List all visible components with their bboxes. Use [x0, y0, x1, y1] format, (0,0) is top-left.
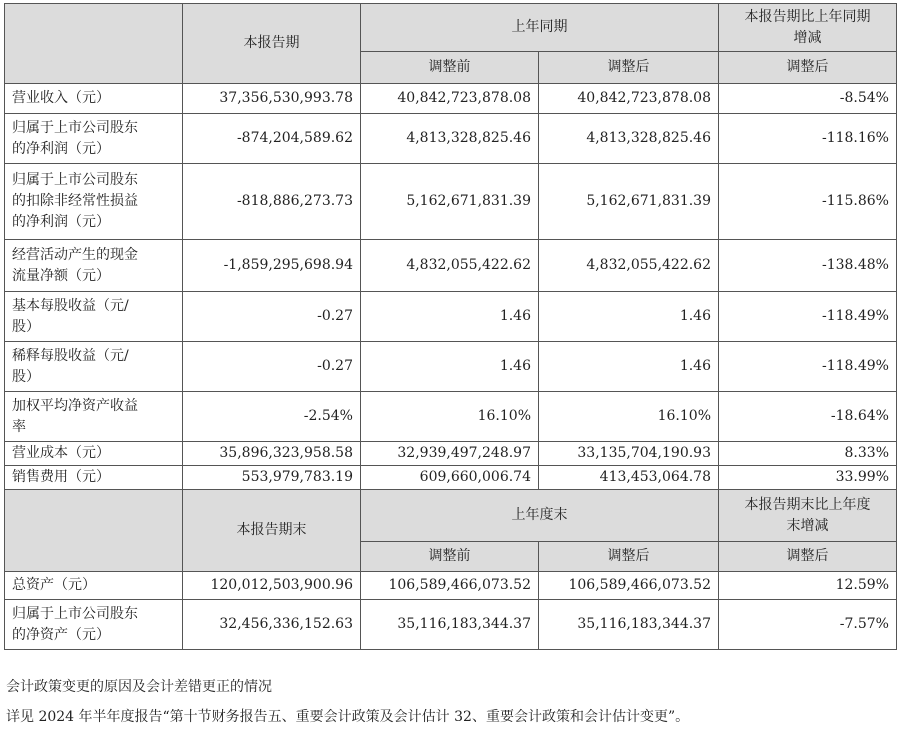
header-before-adjust-2: 调整前: [361, 542, 539, 572]
cell-after: 1.46: [539, 292, 719, 342]
cell-change: -118.16%: [719, 114, 897, 164]
header-prior-period: 上年同期: [361, 4, 719, 52]
cell-current: -2.54%: [183, 392, 361, 442]
row-label: [5, 392, 183, 442]
cell-after: 40,842,723,878.08: [539, 84, 719, 114]
row-label-line: 股）: [12, 368, 40, 385]
table-row: [5, 84, 897, 114]
row-label-line: 营业成本（元）: [12, 445, 110, 461]
table-row: [5, 114, 897, 164]
header-row-1a: [5, 4, 897, 52]
cell-after: 33,135,704,190.93: [539, 442, 719, 466]
row-label: [5, 342, 183, 392]
cell-change: -118.49%: [719, 292, 897, 342]
header-after-adjust-2: 调整后: [539, 542, 719, 572]
header-period-end: 本报告期末: [183, 490, 361, 572]
cell-current: 35,896,323,958.58: [183, 442, 361, 466]
cell-change: 8.33%: [719, 442, 897, 466]
table-row: [5, 240, 897, 292]
header-prior-year-end: 上年度末: [361, 490, 719, 542]
row-label: [5, 442, 183, 466]
table-row: [5, 442, 897, 466]
row-label: [5, 84, 183, 114]
row-label-line: 流量净额（元）: [12, 267, 110, 284]
cell-after: 16.10%: [539, 392, 719, 442]
cell-before: 16.10%: [361, 392, 539, 442]
header-change-2: [719, 490, 897, 542]
header-change-line1: 本报告期比上年同期: [744, 8, 871, 25]
table-row: [5, 164, 897, 240]
cell-current: -874,204,589.62: [183, 114, 361, 164]
cell-before: 1.46: [361, 342, 539, 392]
row-label-line: 归属于上市公司股东: [12, 605, 138, 622]
row-label-line: 归属于上市公司股东: [12, 172, 138, 188]
cell-after: 4,813,328,825.46: [539, 114, 719, 164]
row-label: [5, 114, 183, 164]
row-label: [5, 164, 183, 240]
cell-before: 4,813,328,825.46: [361, 114, 539, 164]
cell-before: 4,832,055,422.62: [361, 240, 539, 292]
row-label-line: 的净利润（元）: [12, 140, 110, 157]
row-label-line: 的净利润（元）: [12, 214, 110, 230]
cell-current: -0.27: [183, 342, 361, 392]
cell-change: -8.54%: [719, 84, 897, 114]
cell-before: 106,589,466,073.52: [361, 572, 539, 600]
cell-after: 4,832,055,422.62: [539, 240, 719, 292]
row-label-line: 的扣除非经常性损益: [12, 193, 138, 209]
header-change-after-adjust-2: 调整后: [719, 542, 897, 572]
cell-after: 35,116,183,344.37: [539, 600, 719, 650]
cell-after: 1.46: [539, 342, 719, 392]
cell-after: 5,162,671,831.39: [539, 164, 719, 240]
cell-before: 1.46: [361, 292, 539, 342]
row-label-line: 率: [12, 418, 26, 435]
header-change-2-line2: 末增减: [786, 517, 829, 534]
cell-change: 12.59%: [719, 572, 897, 600]
cell-after: 106,589,466,073.52: [539, 572, 719, 600]
cell-change: -7.57%: [719, 600, 897, 650]
cell-before: 5,162,671,831.39: [361, 164, 539, 240]
table-row: [5, 600, 897, 650]
table-row: [5, 466, 897, 490]
cell-current: 37,356,530,993.78: [183, 84, 361, 114]
row-label-line: 总资产（元）: [12, 577, 96, 593]
row-label: [5, 600, 183, 650]
table-row: [5, 572, 897, 600]
cell-change: -138.48%: [719, 240, 897, 292]
cell-change: -115.86%: [719, 164, 897, 240]
row-label-line: 股）: [12, 318, 40, 335]
cell-current: 32,456,336,152.63: [183, 600, 361, 650]
cell-before: 32,939,497,248.97: [361, 442, 539, 466]
row-label: [5, 240, 183, 292]
table-row: [5, 392, 897, 442]
table-row: [5, 342, 897, 392]
row-label: [5, 466, 183, 490]
row-label-line: 稀释每股收益（元/: [12, 347, 129, 364]
header-before-adjust: 调整前: [361, 52, 539, 84]
header-current-period: 本报告期: [183, 4, 361, 84]
header-change-2-line1: 本报告期末比上年度: [744, 496, 871, 513]
note-detail: 详见 2024 年半年度报告“第十节财务报告五、重要会计政策及会计估计 32、重要会计政策和会计估计变更”。: [6, 709, 690, 725]
header-change-after-adjust: 调整后: [719, 52, 897, 84]
header-change-line2: 增减: [793, 29, 822, 46]
cell-change: 33.99%: [719, 466, 897, 490]
row-label-line: 的净资产（元）: [12, 626, 110, 643]
cell-before: 40,842,723,878.08: [361, 84, 539, 114]
cell-after: 413,453,064.78: [539, 466, 719, 490]
cell-change: -118.49%: [719, 342, 897, 392]
row-label-line: 营业收入（元）: [12, 90, 110, 106]
header-blank-2: [5, 490, 183, 572]
row-label-line: 加权平均净资产收益: [12, 397, 138, 414]
row-label: [5, 292, 183, 342]
cell-before: 609,660,006.74: [361, 466, 539, 490]
financial-summary-table: [4, 3, 897, 650]
row-label-line: 归属于上市公司股东: [12, 119, 138, 136]
note-heading: 会计政策变更的原因及会计差错更正的情况: [6, 679, 272, 695]
table-row: [5, 292, 897, 342]
header-row-2a: [5, 490, 897, 542]
cell-change: -18.64%: [719, 392, 897, 442]
cell-current: 553,979,783.19: [183, 466, 361, 490]
cell-current: -1,859,295,698.94: [183, 240, 361, 292]
header-after-adjust: 调整后: [539, 52, 719, 84]
cell-current: -0.27: [183, 292, 361, 342]
cell-current: 120,012,503,900.96: [183, 572, 361, 600]
header-change: [719, 4, 897, 52]
row-label: [5, 572, 183, 600]
cell-before: 35,116,183,344.37: [361, 600, 539, 650]
cell-current: -818,886,273.73: [183, 164, 361, 240]
row-label-line: 经营活动产生的现金: [12, 246, 138, 263]
header-blank-1: [5, 4, 183, 84]
row-label-line: 基本每股收益（元/: [12, 297, 129, 314]
row-label-line: 销售费用（元）: [12, 469, 110, 485]
